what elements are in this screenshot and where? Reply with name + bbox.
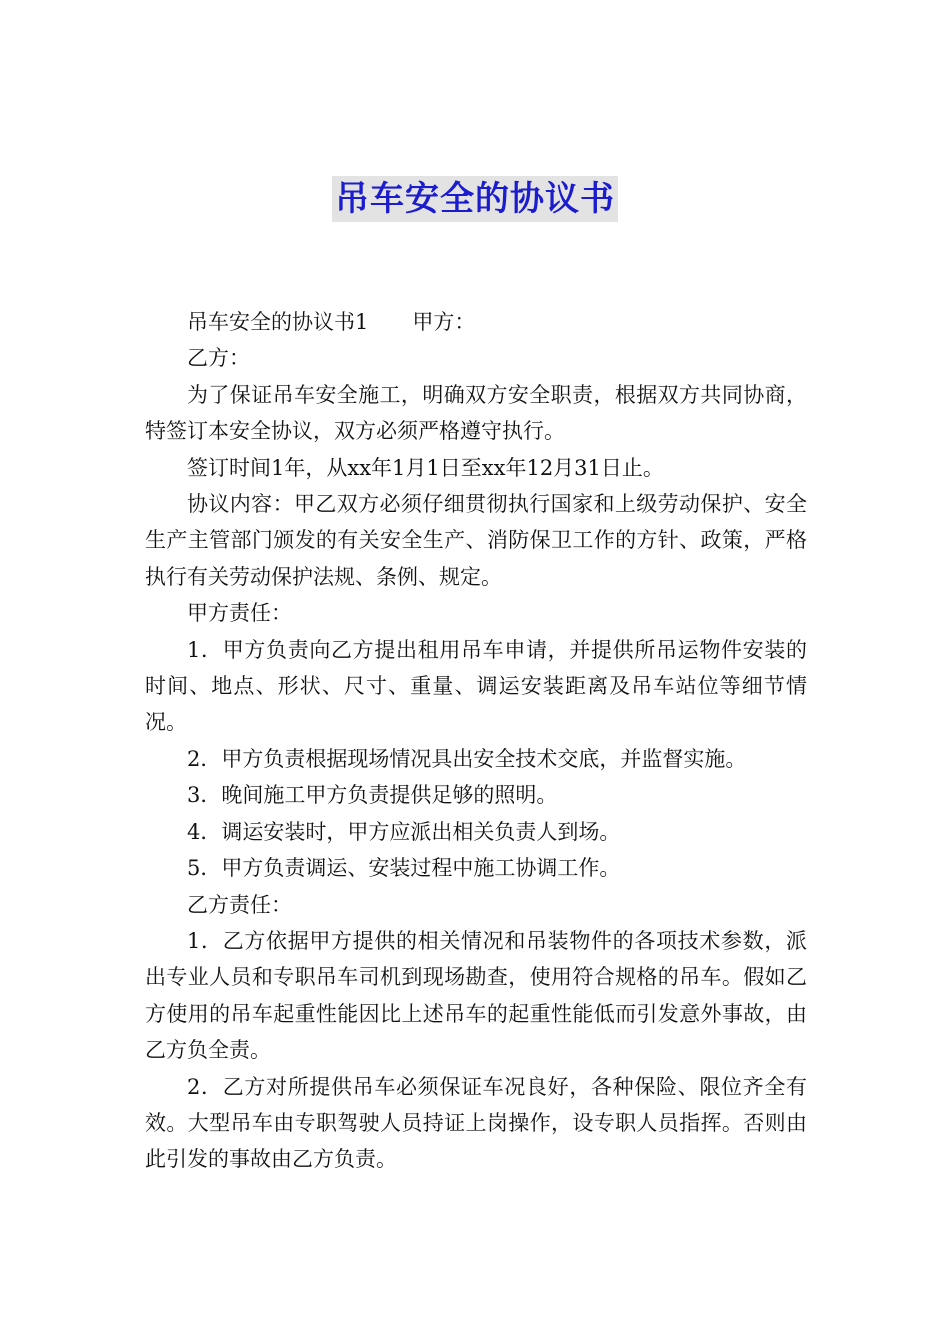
- term-paragraph: 签订时间1年，从xx年1月1日至xx年12月31日止。: [187, 455, 664, 480]
- party-b-label: 乙方：: [187, 346, 250, 371]
- party-a-duty-5: 5．甲方负责调运、安装过程中施工协调工作。: [187, 856, 621, 881]
- document-body: [145, 304, 807, 1178]
- title-container: [0, 176, 950, 222]
- party-a-duties-heading: 甲方责任：: [187, 601, 292, 626]
- document-title: 吊车安全的协议书: [332, 176, 618, 222]
- party-a-duty-2: 2．甲方负责根据现场情况具出安全技术交底，并监督实施。: [187, 746, 747, 771]
- purpose-paragraph: 为了保证吊车安全施工，明确双方安全职责，根据双方共同协商，特签订本安全协议，双方必须严格遵守执行。: [145, 382, 807, 444]
- party-a-duty-4: 4．调运安装时，甲方应派出相关负责人到场。: [187, 819, 621, 844]
- content-paragraph: 协议内容：甲乙双方必须仔细贯彻执行国家和上级劳动保护、安全生产主管部门颁发的有关安全生产、消防保卫工作的方针、政策，严格执行有关劳动保护法规、条例、规定。: [145, 492, 807, 589]
- header-line: [145, 304, 807, 340]
- party-a-duty-1: 1．甲方负责向乙方提出租用吊车申请，并提供所吊运物件安装的时间、地点、形状、尺寸、重量、调运安装距离及吊车站位等细节情况。: [145, 637, 807, 735]
- party-a-duty-3: 3．晚间施工甲方负责提供足够的照明。: [187, 783, 558, 808]
- party-b-duty-2: 2．乙方对所提供吊车必须保证车况良好，各种保险、限位齐全有效。大型吊车由专职驾驶人员持证上岗操作，设专职人员指挥。否则由此引发的事故由乙方负责。: [145, 1074, 807, 1172]
- party-b-duty-1: 1．乙方依据甲方提供的相关情况和吊装物件的各项技术参数，派出专业人员和专职吊车司机到现场勘查，使用符合规格的吊车。假如乙方使用的吊车起重性能因比上述吊车的起重性能低而引发意外事故，由乙方负全责。: [145, 928, 807, 1063]
- party-a-label: 甲方：: [412, 310, 476, 334]
- party-b-duties-heading: 乙方责任：: [187, 892, 292, 917]
- agreement-heading: 吊车安全的协议书1: [187, 310, 369, 334]
